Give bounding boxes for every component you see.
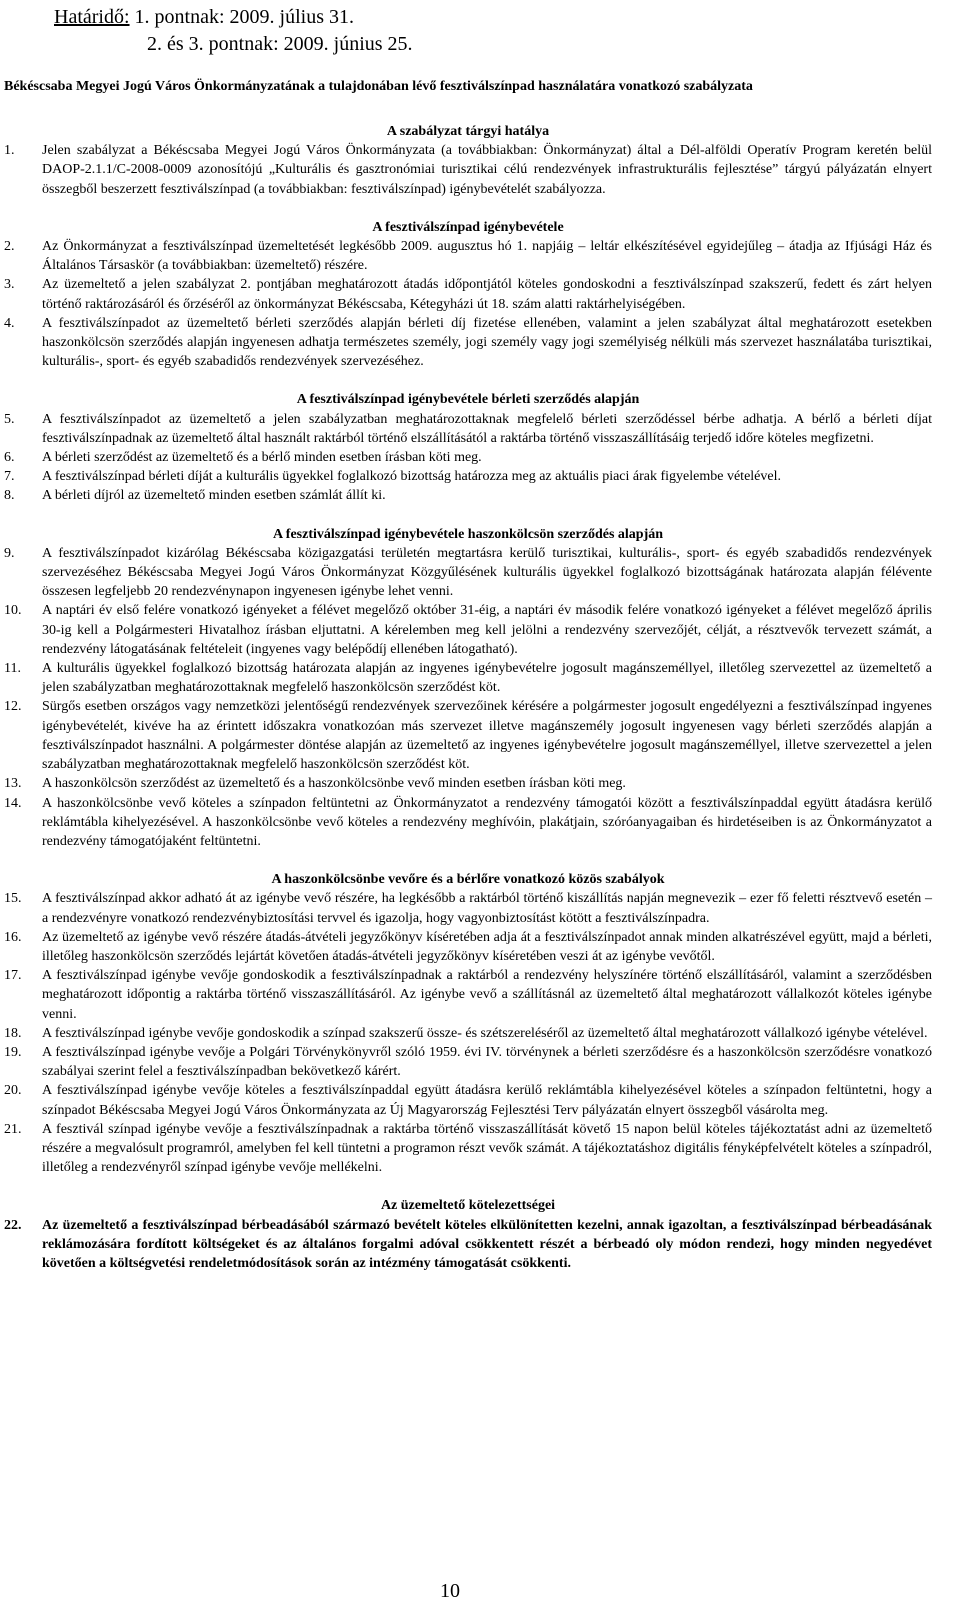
- deadline-line-1: [54, 4, 413, 31]
- clause-number: 17.: [4, 968, 22, 984]
- clause-number: 4.: [4, 315, 15, 331]
- clause-item: [4, 467, 932, 486]
- clause-text: A fesztiválszínpadot az üzemeltető a jelen szabályzatban meghatározottaknak megfelelő bérleti szerződéssel bérbe adhatja. A bérlő a bérleti díjat fesztiválszínpadnak az üzemeltető által használt raktárból történő elszállításától a raktárba történő visszaszállításáig terjedő időre köteles megfizetni.: [42, 411, 932, 446]
- section-heading: A szabályzat tárgyi hatálya: [386, 124, 550, 139]
- section-heading: A fesztiválszínpad igénybevétele bérleti szerződés alapján: [296, 392, 640, 408]
- clause-item: [4, 1120, 932, 1178]
- clause-number: 6.: [4, 450, 15, 466]
- clause-number: 15.: [4, 891, 22, 907]
- clause-number: 20.: [4, 1083, 22, 1099]
- clause-item: [4, 314, 932, 372]
- clause-item: [4, 448, 932, 467]
- clause-text: A bérleti szerződést az üzemeltető és a bérlő minden esetben írásban köti meg.: [42, 450, 482, 466]
- section-gap: [4, 851, 932, 870]
- clause-number: 3.: [4, 277, 15, 293]
- clause-number: 7.: [4, 469, 15, 485]
- section-heading: A haszonkölcsönbe vevőre és a bérlőre vonatkozó közös szabályok: [271, 872, 665, 888]
- section-heading: A fesztiválszínpad igénybevétele haszonkölcsön szerződés alapján: [272, 526, 664, 542]
- clause-item: [4, 794, 932, 852]
- document-body: [4, 122, 932, 1273]
- clause-number: 13.: [4, 776, 22, 792]
- clause-number: 2.: [4, 239, 15, 255]
- clause-number: 9.: [4, 545, 15, 561]
- clause-text: Sürgős esetben országos vagy nemzetközi jelentőségű rendezvények szervezőinek kérésére a polgármester jogosult engedélyezni a fesztiválszínpad ingyenes igénybevételét, kivéve ha az érintett időszakra vonatkozóan más szervezet illetve magánszemély jogosult ingyenesen vagy bérleti szerződés alapján a fesztiválszínpadot használni. A polgármester döntése alapján az üzemeltető az ingyenes igénybevételre jogosult magánszeméllyel, illetve szervezettel a jelen szabályzatban meghatározottaknak megfelelő haszonkölcsön szerződést köt.: [42, 699, 932, 773]
- clause-item: [4, 1081, 932, 1119]
- clause-number: 12.: [4, 699, 22, 715]
- clause-text: A kulturális ügyekkel foglalkozó bizottság határozata alapján az ingyenes igénybevételre jogosult magánszeméllyel, illetőleg szervezettel az üzemeltető a jelen szabályzatban meghatározottaknak megfelelő haszonkölcsön szerződést köt.: [42, 661, 932, 696]
- clause-text: A fesztiválszínpad igénybe vevője gondoskodik a színpad szakszerű össze- és szétszereléséről az üzemeltető által meghatározott vállalkozó igénybe vételével.: [42, 1025, 928, 1041]
- deadline-block: [54, 4, 413, 58]
- deadline-text-1: 1. pontnak: 2009. július 31.: [129, 6, 354, 28]
- deadline-line-2: 2. és 3. pontnak: 2009. június 25.: [147, 33, 413, 55]
- clause-text: A fesztiválszínpadot kizárólag Békéscsaba közigazgatási területén megtartásra kerülő turisztikai, kulturális-, sport- és egyéb szabadidős rendezvények szervezéséhez Békéscsaba Megyei Jogú Város Önkormányzat Közgyűlésének kulturális ügyekkel foglalkozó bizottságának határozata alapján félévente összesen legfeljebb 20 rendezvénynapon ingyenesen igénybe lehet venni.: [42, 545, 932, 600]
- clause-number: 18.: [4, 1025, 22, 1041]
- section-gap: [4, 199, 932, 218]
- clause-item: [4, 697, 932, 774]
- page-number: 10: [440, 1580, 460, 1602]
- clause-text: A fesztiválszínpad igénybe vevője gondoskodik a fesztiválszínpadnak a raktárból a rendezvény helyszínére történő elszállításáról, valamint a szerződésben meghatározott időpontig a raktárba történő visszaszállításáról. Az igénybe vevő a szállításnál az üzemeltető által meghatározott vállalkozót köteles igénybe venni.: [42, 968, 932, 1022]
- section-heading: A fesztiválszínpad igénybevétele: [372, 219, 564, 235]
- clause-text: Az üzemeltető az igénybe vevő részére átadás-átvételi jegyzőkönyv kíséretében adja át a fesztiválszínpadot annak minden alkatrészével együtt, majd a bérleti, illetőleg haszonkölcsön szerződés lejártát követően átadás-átvételi jegyzőkönyv kíséretében veszi át az igénybe vevőtől.: [42, 929, 932, 964]
- clause-item: [4, 889, 932, 927]
- clause-number: 19.: [4, 1044, 22, 1060]
- clause-item: [4, 601, 932, 659]
- section-gap: [4, 371, 932, 390]
- document-title: Békéscsaba Megyei Jogú Város Önkormányzatának a tulajdonában lévő fesztiválszínpad használatára vonatkozó szabályzata: [4, 79, 753, 94]
- clause-text: A fesztiválszínpad igénybe vevője köteles a fesztiválszínpaddal együtt átadásra kerülő reklámtábla kihelyezésével köteles a színpadon feltüntetni, hogy a színpadot Békéscsaba Megyei Jogú Város Önkormányzata az Új Magyarország Fejlesztési Terv pályázatán elnyert összegből vásárolta meg.: [42, 1083, 932, 1118]
- clause-text: A fesztiválszínpadot az üzemeltető bérleti szerződés alapján bérleti díj fizetése ellenében, valamint a jelen szabályzat által meghatározott esetekben haszonkölcsön szerződés alapján ingyenesen adhatja természetes személy, jogi személy vagy jogi személyiség nélküli más szervezet használatába turisztikai, kulturális-, sport- és egyéb szabadidős rendezvények szervezéséhez.: [42, 315, 932, 370]
- clause-item: [4, 1024, 932, 1043]
- clause-text: A haszonkölcsönbe vevő köteles a színpadon feltüntetni az Önkormányzatot a rendezvény támogatói között a fesztiválszínpaddal együtt átadásra kerülő reklámtábla kihelyezésével. A haszonkölcsönbe vevő köteles a rendezvény meghívóin, plakátjain, szóróanyagaiban és hirdetéseiben is az Önkormányzatot a rendezvény támogatójaként feltüntetni.: [42, 795, 932, 849]
- clause-text: A haszonkölcsön szerződést az üzemeltető és a haszonkölcsönbe vevő minden esetben írásban köti meg.: [42, 776, 626, 792]
- clause-number: 5.: [4, 411, 15, 427]
- clause-text: Az üzemeltető a fesztiválszínpad bérbeadásából származó bevételt köteles elkülönítetten kezelni, annak igazoltan, a fesztiválszínpad bérbeadásának reklámozására fordított költségeket és az általános forgalmi adóval csökkentett részét a bérbeadó oly módon rendezi, hogy minden negyedévet követően a költségvetési rendeletmódosítások során az intézmény támogatását csökkenti.: [42, 1217, 932, 1271]
- clause-number: 11.: [4, 661, 21, 677]
- clause-item: [4, 544, 932, 602]
- clause-item: [4, 1216, 932, 1274]
- clause-number: 22.: [4, 1217, 22, 1233]
- clause-text: A fesztiválszínpad igénybe vevője a Polgári Törvénykönyvről szóló 1959. évi IV. törvénynek a bérleti szerződésre és a haszonkölcsön szerződésre vonatkozó szabályai szerint felel a fesztiválszínpadban bekövetkező kárért.: [42, 1044, 932, 1080]
- clause-number: 8.: [4, 488, 15, 504]
- clause-text: Jelen szabályzat a Békéscsaba Megyei Jogú Város Önkormányzata (a továbbiakban: Önkormányzat) által a Dél-alföldi Operatív Program keretén belül DAOP-2.1.1/C-2008-0009 azonosítójú „Kulturális és gasztronómiai turisztikai célú rendezvények infrastrukturális fejlesztése” tárgyú pályázatán elnyert összegből beszerzett fesztiválszínpad (a továbbiakban: fesztiválszínpad) igénybevételét szabályozza.: [42, 143, 932, 197]
- clause-item: [4, 966, 932, 1024]
- clause-item: [4, 237, 932, 275]
- clause-item: [4, 275, 932, 313]
- clause-number: 1.: [4, 143, 15, 159]
- clause-item: [4, 410, 932, 448]
- clause-item: [4, 486, 932, 505]
- clause-item: [4, 928, 932, 966]
- clause-text: A naptári év első felére vonatkozó igényeket a félévet megelőző október 31-éig, a naptári év második felére vonatkozó igényeket a félévet megelőző április 30-ig kell a Polgármesteri Hivatalhoz írásban eljuttatni. A kérelemben meg kell jelölni a rendezvény szervezőjét, célját, a résztvevők tervezett számát, a rendezvény látogatásának feltételeit (ingyenes vagy belépődíj ellenében látogatható).: [42, 603, 932, 657]
- clause-text: A fesztivál színpad igénybe vevője a fesztiválszínpadnak a raktárba történő visszaszállítását követő 15 napon belül köteles tájékoztatást adni az üzemeltető részére a megvalósult programról, amelyben fel kell tüntetni a programon részt vevők számát. A tájékoztatáshoz digitális fényképfelvételt köteles a színpadról, illetőleg a rendezvényről színpad igénybe vevője mellékelni.: [42, 1121, 932, 1176]
- clause-text: Az üzemeltető a jelen szabályzat 2. pontjában meghatározott átadás időpontjától köteles gondoskodni a fesztiválszínpad szakszerű, fedett és zárt helyen történő raktározásáról és őrzéséről az önkormányzat Békéscsaba, Kétegyházi út 18. szám alatti raktárhelyiségében.: [42, 277, 932, 312]
- clause-item: [4, 141, 932, 199]
- section-gap: [4, 506, 932, 525]
- clause-text: A fesztiválszínpad bérleti díját a kulturális ügyekkel foglalkozó bizottság határozza meg az aktuális piaci árak figyelembe vételével.: [42, 469, 781, 485]
- clause-number: 21.: [4, 1121, 22, 1137]
- clause-number: 14.: [4, 795, 22, 811]
- deadline-label: Határidő:: [54, 6, 130, 28]
- clause-number: 10.: [4, 603, 22, 619]
- clause-item: [4, 1043, 932, 1081]
- section-gap: [4, 1177, 932, 1196]
- clause-text: Az Önkormányzat a fesztiválszínpad üzemeltetését legkésőbb 2009. augusztus hó 1. napjáig – leltár elkészítésével egyidejűleg – átadja az Ifjúsági Ház és Általános Társaskör (a továbbiakban: üzemeltető) részére.: [42, 239, 932, 274]
- clause-item: [4, 774, 932, 793]
- clause-item: [4, 659, 932, 697]
- clause-number: 16.: [4, 929, 22, 945]
- clause-text: A bérleti díjról az üzemeltető minden esetben számlát állít ki.: [42, 488, 386, 504]
- clause-text: A fesztiválszínpad akkor adható át az igénybe vevő részére, ha legkésőbb a raktárból történő kiszállítás napján megnevezik – ezer fő feletti résztvevő esetén – a rendezvényre vonatkozó rendezvénybiztosítási tervvel és igazolja, hogy vagyonbiztosítást kötött a fesztiválszínpadra.: [42, 891, 932, 926]
- section-heading: Az üzemeltető kötelezettségei: [380, 1198, 556, 1214]
